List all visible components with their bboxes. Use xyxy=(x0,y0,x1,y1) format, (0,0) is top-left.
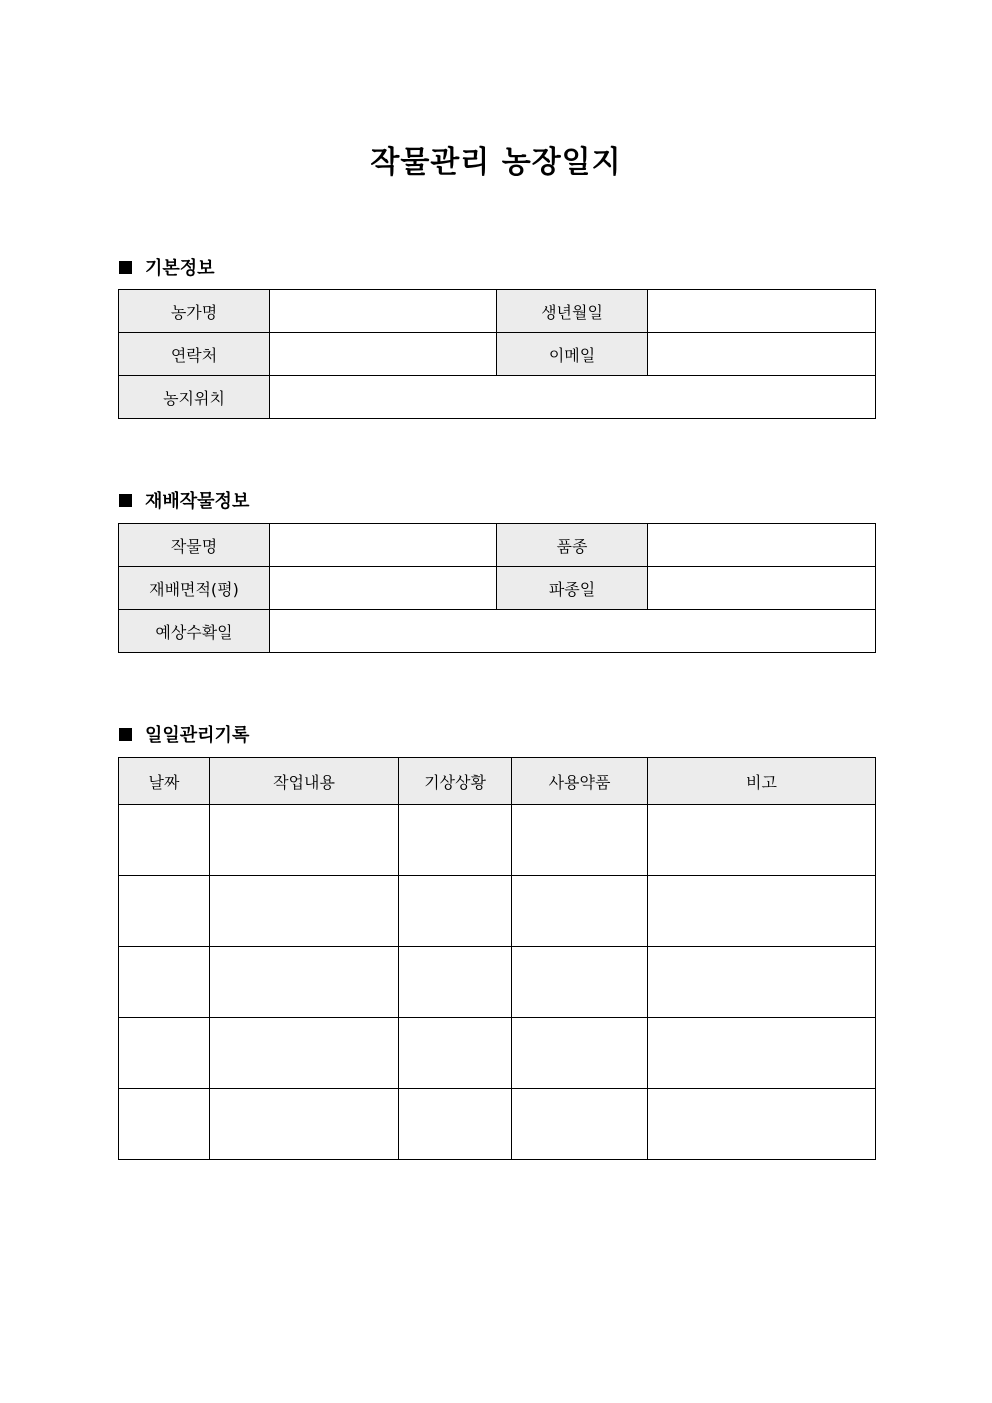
chemicals-cell[interactable] xyxy=(512,805,648,876)
harvest-date-field[interactable] xyxy=(270,610,876,653)
weather-cell[interactable] xyxy=(399,1018,512,1089)
table-row xyxy=(119,610,876,653)
date-cell[interactable] xyxy=(119,947,210,1018)
table-row xyxy=(119,876,876,947)
harvest-date-label: 예상수확일 xyxy=(119,610,270,653)
table-row xyxy=(119,567,876,610)
table-header-row xyxy=(119,758,876,805)
area-label: 재배면적(평) xyxy=(119,567,270,610)
notes-cell[interactable] xyxy=(648,1018,876,1089)
section-heading-basic-info xyxy=(119,254,215,280)
section-heading-crop-info xyxy=(119,487,249,513)
column-header-weather: 기상상황 xyxy=(399,758,512,805)
crop-info-table xyxy=(118,523,876,653)
sowing-date-label: 파종일 xyxy=(497,567,648,610)
date-cell[interactable] xyxy=(119,1018,210,1089)
contact-label: 연락처 xyxy=(119,333,270,376)
email-label: 이메일 xyxy=(497,333,648,376)
farm-location-field[interactable] xyxy=(270,376,876,419)
weather-cell[interactable] xyxy=(399,1089,512,1160)
chemicals-cell[interactable] xyxy=(512,1018,648,1089)
birthdate-label: 생년월일 xyxy=(497,290,648,333)
section-heading-label: 일일관리기록 xyxy=(145,725,250,746)
column-header-date: 날짜 xyxy=(119,758,210,805)
date-cell[interactable] xyxy=(119,876,210,947)
work-cell[interactable] xyxy=(210,876,399,947)
email-field[interactable] xyxy=(648,333,876,376)
square-bullet-icon xyxy=(119,728,132,741)
table-row xyxy=(119,333,876,376)
basic-info-table xyxy=(118,289,876,419)
work-cell[interactable] xyxy=(210,1089,399,1160)
variety-label: 품종 xyxy=(497,524,648,567)
section-heading-daily-log xyxy=(119,721,249,747)
variety-field[interactable] xyxy=(648,524,876,567)
notes-cell[interactable] xyxy=(648,876,876,947)
chemicals-cell[interactable] xyxy=(512,876,648,947)
birthdate-field[interactable] xyxy=(648,290,876,333)
notes-cell[interactable] xyxy=(648,805,876,876)
weather-cell[interactable] xyxy=(399,947,512,1018)
chemicals-cell[interactable] xyxy=(512,947,648,1018)
notes-cell[interactable] xyxy=(648,947,876,1018)
farm-name-field[interactable] xyxy=(270,290,497,333)
sowing-date-field[interactable] xyxy=(648,567,876,610)
date-cell[interactable] xyxy=(119,1089,210,1160)
column-header-work: 작업내용 xyxy=(210,758,399,805)
work-cell[interactable] xyxy=(210,947,399,1018)
crop-name-field[interactable] xyxy=(270,524,497,567)
table-row xyxy=(119,290,876,333)
daily-log-table xyxy=(118,757,876,1160)
date-cell[interactable] xyxy=(119,805,210,876)
area-field[interactable] xyxy=(270,567,497,610)
farm-name-label: 농가명 xyxy=(119,290,270,333)
square-bullet-icon xyxy=(119,494,132,507)
table-row xyxy=(119,805,876,876)
work-cell[interactable] xyxy=(210,1018,399,1089)
table-row xyxy=(119,1018,876,1089)
weather-cell[interactable] xyxy=(399,805,512,876)
chemicals-cell[interactable] xyxy=(512,1089,648,1160)
contact-field[interactable] xyxy=(270,333,497,376)
weather-cell[interactable] xyxy=(399,876,512,947)
table-row xyxy=(119,947,876,1018)
work-cell[interactable] xyxy=(210,805,399,876)
section-heading-label: 재배작물정보 xyxy=(145,491,250,512)
page-title: 작물관리 농장일지 xyxy=(370,145,622,180)
column-header-notes: 비고 xyxy=(648,758,876,805)
crop-name-label: 작물명 xyxy=(119,524,270,567)
table-row xyxy=(119,376,876,419)
square-bullet-icon xyxy=(119,261,132,274)
table-row xyxy=(119,524,876,567)
column-header-chemicals: 사용약품 xyxy=(512,758,648,805)
table-row xyxy=(119,1089,876,1160)
farm-location-label: 농지위치 xyxy=(119,376,270,419)
notes-cell[interactable] xyxy=(648,1089,876,1160)
section-heading-label: 기본정보 xyxy=(145,258,215,279)
